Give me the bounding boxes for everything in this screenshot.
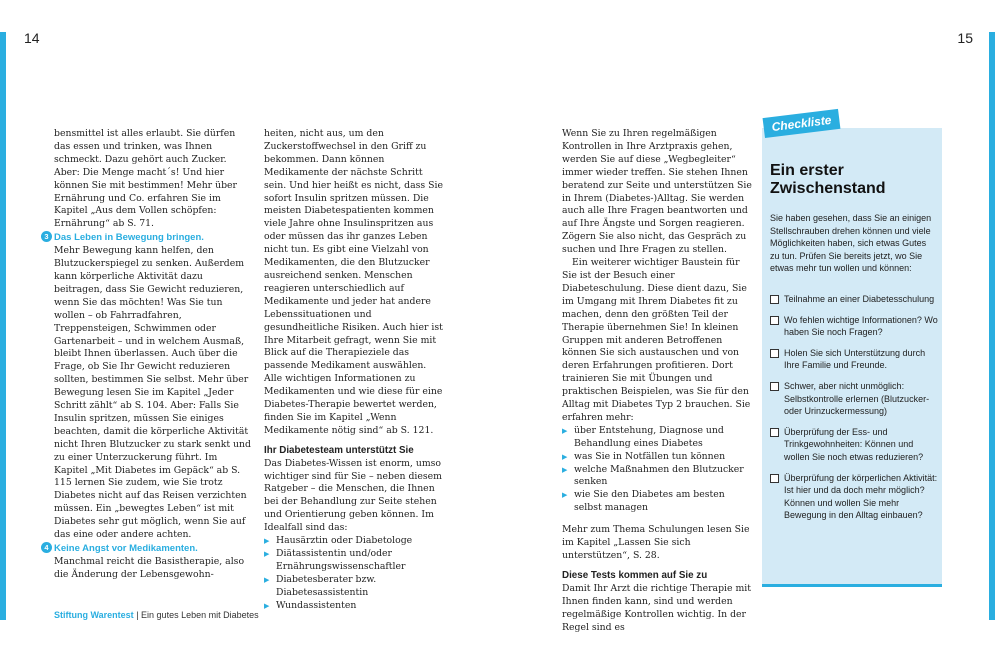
text-column-1	[44, 128, 252, 582]
checklist-item-text: Wo fehlen wichtige Informationen? Wo haben Sie noch Fragen?	[784, 314, 938, 338]
list-item-3	[44, 231, 252, 542]
footer-separator: |	[136, 610, 139, 620]
checklist-item	[770, 347, 938, 372]
text-column-3	[562, 128, 752, 634]
list-item-4	[44, 542, 252, 582]
checklist-item	[770, 314, 938, 339]
left-edge-bar	[0, 32, 6, 620]
item-3-heading	[44, 231, 252, 245]
checklist-item-text: Schwer, aber nicht unmöglich: Selbstkontrolle erlernen (Blutzucker- oder Urinzuckermessung)	[784, 380, 930, 417]
paragraph: bensmittel ist alles erlaubt. Sie dürfen das essen und trinken, was Ihnen schmeckt. Dazu gehört auch Zucker. Aber: Die Menge macht´s! Und hier können Sie mit bestimmen! Mehr über Ernährung und Co. erfahren Sie im Kapitel „Aus dem Vollen schöpfen: Ernährung“ ab S. 71.	[54, 128, 237, 230]
checkbox-icon[interactable]	[770, 428, 779, 437]
paragraph: Damit Ihr Arzt die richtige Therapie mit Ihnen finden kann, sind und werden regelmäßige Kontrollen wichtig. In der Regel sind es	[562, 582, 751, 633]
paragraph: Ein weiterer wichtiger Baustein für Sie ist der Besuch einer Diabeteschulung. Diese dient dazu, Sie im Umgang mit Ihrem Diabetes fit zu machen, denn den größten Teil der Therapie übernehmen Sie! In kleinen Gruppen mit anderen Betroffenen können Sie sich austauschen und von deren Erfahrungen profitieren. Dort trainieren Sie mit Übungen und praktischen Beispielen, was Sie für den Alltag mit Diabetes Typ 2 brauchen. Sie erfahren mehr:	[562, 257, 751, 423]
list-item: ▶ Hausärztin oder Diabetologe	[264, 535, 444, 548]
text-column-2	[264, 128, 444, 613]
section-heading-tests: Diese Tests kommen auf Sie zu	[562, 569, 708, 581]
right-edge-bar	[989, 32, 995, 620]
checklist-item-text: Teilnahme an einer Diabetesschulung	[784, 294, 935, 304]
section-heading-diabetesteam: Ihr Diabetesteam unterstützt Sie	[264, 444, 414, 456]
number-badge-4: 4	[41, 542, 52, 553]
checklist-items	[770, 293, 938, 530]
checkbox-icon[interactable]	[770, 316, 779, 325]
footer-brand: Stiftung Warentest	[54, 610, 134, 620]
checklist-title: Ein erster Zwischenstand	[770, 162, 886, 197]
paragraph: Das Diabetes-Wissen ist enorm, umso wichtiger sind für Sie – neben diesem Ratgeber – die Menschen, die Ihnen bei der Behandlung zur Seite stehen und Orientierung geben können. Im Idealfall sind das:	[264, 457, 442, 534]
list-item: ▶ Wundassistenten	[264, 600, 444, 613]
list-item: ▶ was Sie in Notfällen tun können	[562, 451, 752, 464]
list-item: ▶ wie Sie den Diabetes am besten selbst managen	[562, 489, 752, 515]
team-list	[264, 535, 444, 612]
checklist-item-text: Überprüfung der Ess- und Trinkgewohnheiten: Können und wollen Sie noch etwas reduzieren?	[784, 426, 924, 462]
checklist-item-text: Holen Sie sich Unterstützung durch Ihre Familie und Freunde.	[784, 347, 926, 371]
paragraph: heiten, nicht aus, um den Zuckerstoffwechsel in den Griff zu bekommen. Dann können Medikamente der nächste Schritt sein. Und hier heißt es nicht, dass Sie sofort Insulin spritzen müssen. Die meisten Diabetespatienten kommen viele Jahre ohne Insulinspritzen aus oder müssen das ihr ganzes Leben nicht tun. Es gibt eine Vielzahl von Medikamenten, die den Blutzucker ausreichend senken. Menschen reagieren unterschiedlich auf Medikamente und jeder hat andere Lebenssituationen und gesundheitliche Risiken. Auch hier ist Ihre Mitarbeit gefragt, wenn Sie mit Blick auf die Therapieziele das passende Medikament auswählen. Alle wichtigen Informationen zu Medikamenten und wie diese für eine Diabetes-Therapie bewertet werden, finden Sie im Kapitel „Wenn Medikamente nötig sind“ ab S. 121.	[264, 128, 443, 436]
checklist-box	[762, 112, 942, 587]
list-item: ▶ welche Maßnahmen den Blutzucker senken	[562, 464, 752, 490]
page-number-right: 15	[957, 30, 973, 46]
checkbox-icon[interactable]	[770, 349, 779, 358]
checklist-item	[770, 426, 938, 464]
checklist-item	[770, 380, 938, 418]
item-4-text: Manchmal reicht die Basistherapie, also die Änderung der Lebensgewohn-	[54, 555, 245, 580]
checkbox-icon[interactable]	[770, 382, 779, 391]
item-3-text: Mehr Bewegung kann helfen, den Blutzuckerspiegel zu senken. Außerdem kann körperliche Aktivität dazu beitragen, dass Sie Gewicht reduzieren, wenn Sie das möchten! Was Sie tun wollen – ob Fahrradfahren, Treppensteigen, Schwimmen oder Gartenarbeit – und in welchem Ausmaß, bleibt Ihnen überlassen. Auch über die Frage, ob Sie Ihr Gewicht reduzieren sollten, bestimmen Sie selbst. Mehr über Bewegung lesen Sie im Kapitel „Jeder Schritt zählt“ ab S. 104. Aber: Falls Sie Insulin spritzen, müssen Sie einiges beachten, damit die körperliche Aktivität nicht Ihren Blutzucker zu stark senkt und zu einer Unterzuckerung führt. Im Kapitel „Mit Diabetes im Gepäck“ ab S. 115 lernen Sie zudem, wie Sie trotz Diabetes nicht auf das Reisen verzichten müssen. Ein „bewegtes Leben“ ist mit Diabetes sehr gut möglich, wenn Sie auf das eine oder andere achten.	[54, 245, 251, 541]
checklist-item-text: Überprüfung der körperlichen Aktivität: Ist hier und da doch mehr möglich? Können und wollen Sie mehr Bewegung in den Alltag einbauen?	[784, 472, 938, 521]
list-item: ▶ Diätassistentin und/oder Ernährungswissenschaftler	[264, 548, 444, 574]
list-item: ▶ über Entstehung, Diagnose und Behandlung eines Diabetes	[562, 425, 752, 451]
item-4-heading-text: Keine Angst vor Medikamenten.	[54, 543, 198, 554]
paragraph: Mehr zum Thema Schulungen lesen Sie im Kapitel „Lassen Sie sich unterstützen“, S. 28.	[562, 524, 750, 561]
schulung-list	[562, 425, 752, 515]
checklist-item	[770, 293, 938, 306]
page-number-left: 14	[24, 30, 40, 46]
footer-title: Ein gutes Leben mit Diabetes	[141, 610, 259, 620]
checkbox-icon[interactable]	[770, 474, 779, 483]
number-badge-3: 3	[41, 231, 52, 242]
checklist-tab-label: Checkliste	[763, 109, 841, 138]
checklist-item	[770, 472, 938, 522]
checkbox-icon[interactable]	[770, 295, 779, 304]
paragraph: Wenn Sie zu Ihren regelmäßigen Kontrollen in Ihre Arztpraxis gehen, werden Sie auf diese „Wegbegleiter“ immer wieder treffen. Sie stehen Ihnen beratend zur Seite und unterstützen Sie in Ihrem (Diabetes-)Alltag. Sie werden auch alle Ihre Fragen beantworten und auf Ihre Ängste und Sorgen reagieren. Zögern Sie also nicht, das Gespräch zu suchen und Ihre Fragen zu stellen.	[562, 128, 752, 256]
list-item: ▶ Diabetesberater bzw. Diabetesassistentin	[264, 574, 444, 600]
item-4-heading	[44, 542, 252, 556]
page-footer	[54, 610, 259, 620]
checklist-intro: Sie haben gesehen, dass Sie an einigen Stellschrauben drehen können und viele Möglichkeiten haben, sich etwas Gutes zu tun. Prüfen Sie bereits jetzt, wo Sie etwas mehr tun wollen und können:	[770, 213, 932, 274]
item-3-heading-text: Das Leben in Bewegung bringen.	[54, 232, 204, 244]
